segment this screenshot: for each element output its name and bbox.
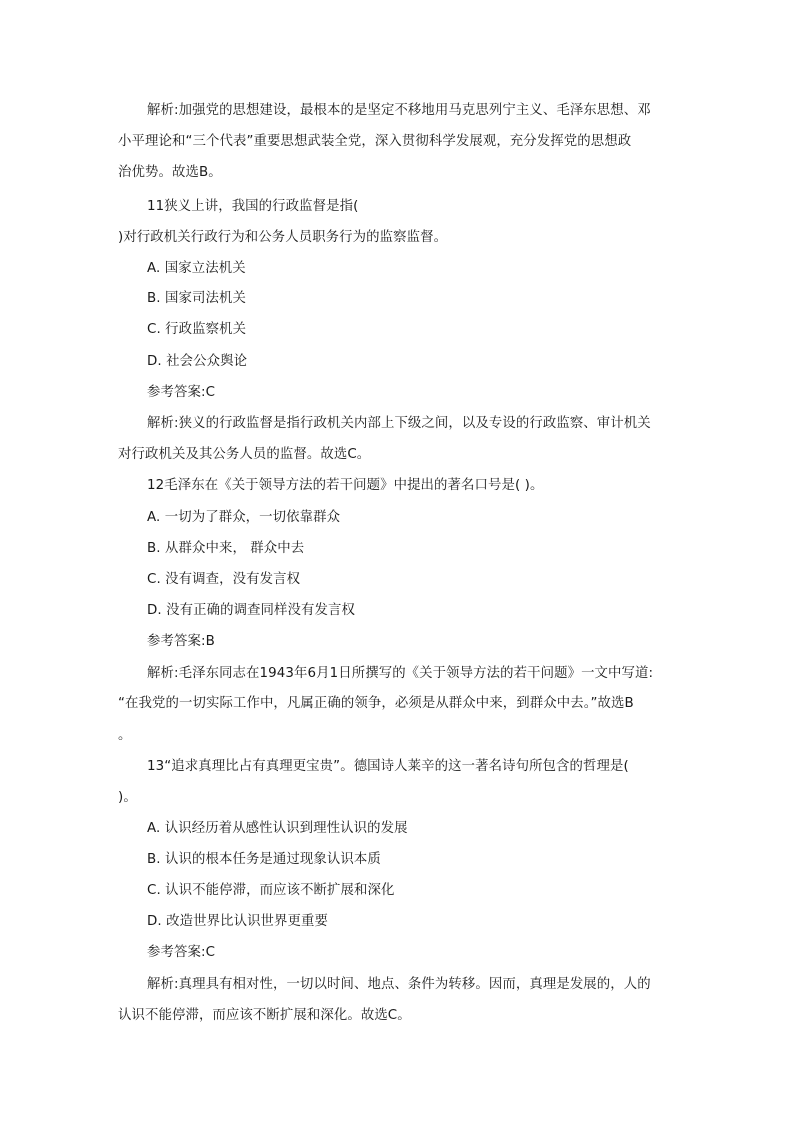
- q11-option-d: D. 社会公众舆论: [147, 354, 248, 369]
- q13-stem-line-1: 13“追求真理比占有真理更宝贵”。德国诗人莱辛的这一著名诗句所包含的哲理是(: [147, 759, 629, 774]
- q12-stem: 12毛泽东在《关于领导方法的若干问题》中提出的著名口号是( )。: [147, 478, 544, 493]
- q13-option-b: B. 认识的根本任务是通过现象认识本质: [147, 852, 381, 867]
- q11-option-b: B. 国家司法机关: [147, 291, 246, 306]
- q11-option-c: C. 行政监察机关: [147, 322, 247, 337]
- q11-stem-line-1: 11狭义上讲，我国的行政监督是指(: [147, 199, 359, 214]
- q12-explanation-line-3: 。: [118, 728, 132, 743]
- q11-explanation-line-1: 解析:狭义的行政监督是指行政机关内部上下级之间，以及专设的行政监察、审计机关: [147, 416, 651, 431]
- q13-answer: 参考答案:C: [147, 945, 216, 960]
- q13-option-a: A. 认识经历着从感性认识到理性认识的发展: [147, 821, 408, 836]
- q12-option-c: C. 没有调查，没有发言权: [147, 572, 301, 587]
- q11-stem-line-2: )对行政机关行政行为和公务人员职务行为的监察监督。: [118, 230, 448, 245]
- q13-explanation-line-2: 认识不能停滞，而应该不断扩展和深化。故选C。: [118, 1008, 411, 1023]
- q11-option-a: A. 国家立法机关: [147, 261, 246, 276]
- q10-explanation-line-3: 治优势。故选B。: [118, 165, 222, 180]
- q11-answer: 参考答案:C: [147, 385, 216, 400]
- q13-option-c: C. 认识不能停滞，而应该不断扩展和深化: [147, 883, 395, 898]
- q12-option-a: A. 一切为了群众，一切依靠群众: [147, 510, 341, 525]
- q12-option-d: D. 没有正确的调查同样没有发言权: [147, 603, 355, 618]
- q13-option-d: D. 改造世界比认识世界更重要: [147, 914, 329, 929]
- q13-explanation-line-1: 解析:真理具有相对性，一切以时间、地点、条件为转移。因而，真理是发展的，人的: [147, 977, 651, 992]
- q13-stem-line-2: )。: [118, 790, 137, 805]
- q10-explanation-line-2: 小平理论和“三个代表”重要思想武装全党，深入贯彻科学发展观，充分发挥党的思想政: [118, 134, 632, 149]
- q11-explanation-line-2: 对行政机关及其公务人员的监督。故选C。: [118, 447, 371, 462]
- q10-explanation-line-1: 解析:加强党的思想建设，最根本的是坚定不移地用马克思列宁主义、毛泽东思想、邓: [147, 103, 651, 118]
- q12-option-b: B. 从群众中来， 群众中去: [147, 541, 305, 556]
- q12-answer: 参考答案:B: [147, 634, 215, 649]
- q12-explanation-line-1: 解析:毛泽东同志在1943年6月1日所撰写的《关于领导方法的若干问题》一文中写道:: [147, 666, 654, 681]
- q12-explanation-line-2: “在我党的一切实际工作中，凡属正确的领争，必须是从群众中来，到群众中去。”故选B: [118, 696, 634, 711]
